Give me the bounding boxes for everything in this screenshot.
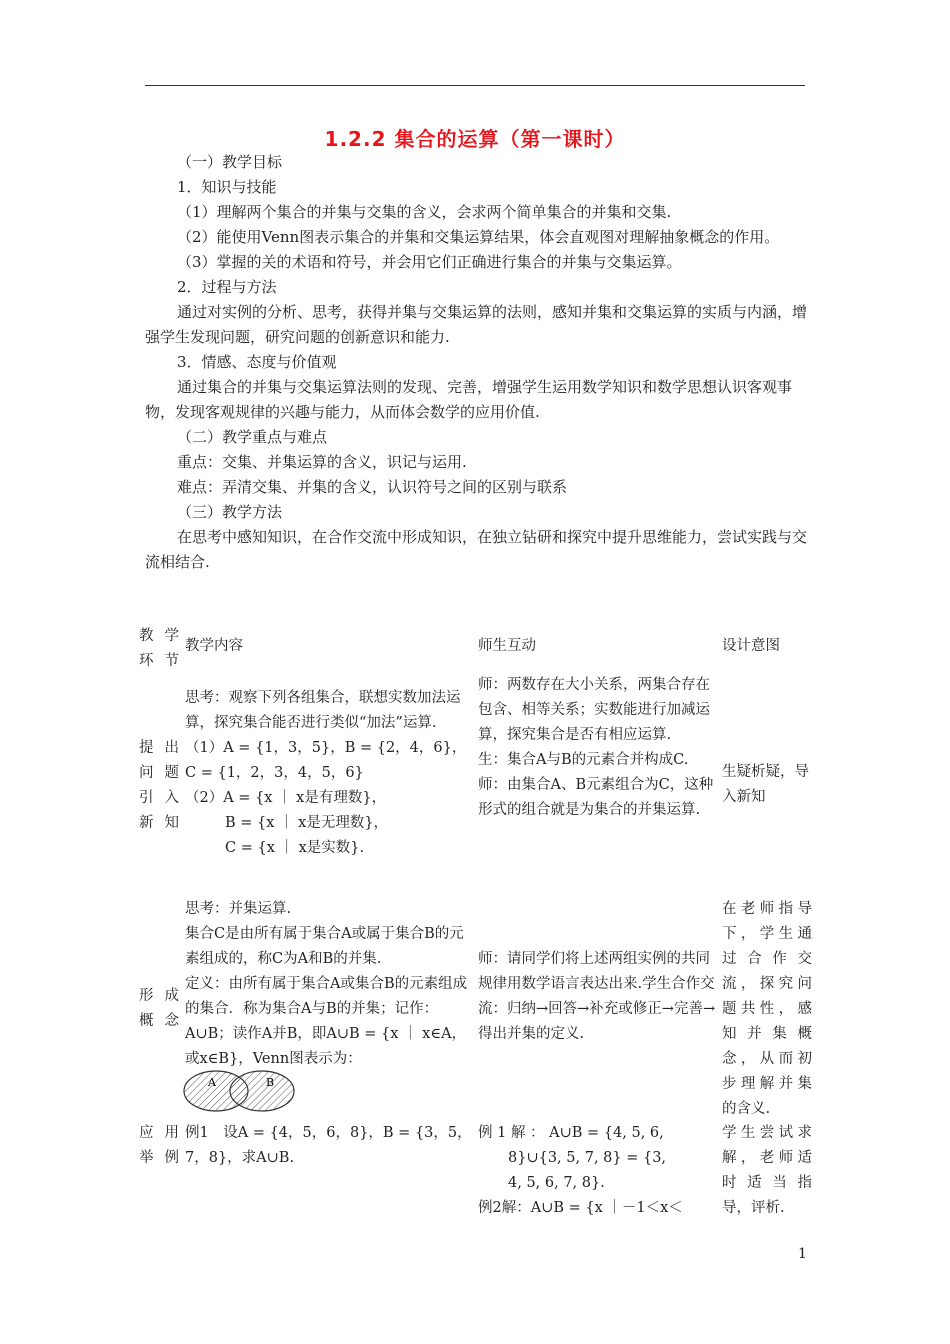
row2-content-think: 思考：并集运算. xyxy=(185,901,292,917)
row1-content-example2-a: （2）A = {x ｜ x是有理数}， xyxy=(185,790,387,806)
row2-intent-line: 流，探究问 xyxy=(722,976,812,992)
row3-interaction-line: 8}∪{3, 5, 7, 8} = {3, xyxy=(508,1150,667,1166)
venn-label-b: B xyxy=(266,1076,275,1089)
row2-intent-line: 在老师指导 xyxy=(722,901,812,917)
row2-stage-line: 形成 xyxy=(139,988,179,1004)
row1-interaction-teacher1: 师：两数存在大小关系，两集合存在包含、相等关系；实数能进行加减运算，探究集合是否有相应运算. xyxy=(478,677,710,743)
row2-intent-line: 知 并 集 概 xyxy=(722,1026,812,1042)
header-stage-line1: 教 学 xyxy=(139,628,179,644)
row2-stage xyxy=(139,984,179,1034)
venn-label-a: A xyxy=(208,1076,216,1089)
row2-interaction: 师：请同学们将上述两组实例的共同规律用数学语言表达出来.学生合作交流：归纳→回答→补充或修正→完善→得出并集的定义. xyxy=(478,951,716,1042)
row3-interaction-line: 4, 5, 6, 7, 8}. xyxy=(508,1175,605,1191)
row2-content-definition: 定义：由所有属于集合A或集合B的元素组成的集合．称为集合A与B的并集；记作：A∪B；读作A并B，即A∪B = {x ｜ x∈A，或x∈B}，Venn图表示为： xyxy=(185,976,468,1067)
lesson-objectives xyxy=(145,150,809,575)
header-stage xyxy=(139,624,179,674)
page-title: 1.2.2 集合的运算（第一课时） xyxy=(324,127,626,151)
header-interaction: 师生互动 xyxy=(478,638,536,654)
knowledge-item-2: （2）能使用Venn图表示集合的并集和交集运算结果，体会直观图对理解抽象概念的作用。 xyxy=(177,228,780,246)
row1-interaction-student: 生：集合A与B的元素合并构成C. xyxy=(478,752,689,768)
row1-intent: 生疑析疑，导入新知 xyxy=(722,764,809,805)
row3-content: 例1 设A = {4，5，6，8}，B = {3，5，7，8}，求A∪B. xyxy=(185,1125,472,1166)
row2-stage-line: 概念 xyxy=(139,1013,179,1029)
row1-content-example2-c: C = {x ｜ x是实数}. xyxy=(225,840,365,856)
row3-stage-line: 举例 xyxy=(139,1150,179,1166)
row1-stage-line: 问 题 xyxy=(139,765,179,781)
header-intent: 设计意图 xyxy=(722,638,780,654)
row3-intent-line: 导，评析. xyxy=(722,1200,785,1216)
row2-content xyxy=(185,897,472,1072)
row3-intent-line: 时 适 当 指 xyxy=(722,1175,812,1191)
row1-stage-line: 提 出 xyxy=(139,740,179,756)
row1-stage-line: 引 入 xyxy=(139,790,179,806)
key-point: 重点：交集、并集运算的含义，识记与运用. xyxy=(177,453,467,471)
header-content: 教学内容 xyxy=(185,638,243,654)
row2-intent-line: 念，从而初 xyxy=(722,1051,812,1067)
venn-set-b xyxy=(230,1071,294,1111)
row1-content-think: 思考：观察下列各组集合，联想实数加法运算，探究集合能否进行类似“加法”运算. xyxy=(185,690,461,731)
row2-intent-line: 下，学生通 xyxy=(722,926,812,942)
method-heading: （三）教学方法 xyxy=(177,503,283,521)
method-text: 在思考中感知知识，在合作交流中形成知识，在独立钻研和探究中提升思维能力，尝试实践与交流相结合. xyxy=(145,528,808,571)
knowledge-item-1: （1）理解两个集合的并集与交集的含义，会求两个简单集合的并集和交集. xyxy=(177,203,672,221)
row1-stage xyxy=(139,736,179,836)
key-heading: （二）教学重点与难点 xyxy=(177,428,328,446)
row3-interaction-line: 例2解：A∪B = {x ｜－1＜x＜ xyxy=(478,1200,683,1216)
row2-intent-line: 步理解并集 xyxy=(722,1076,812,1092)
row3-stage-line: 应 用 xyxy=(139,1125,179,1141)
row3-intent-line: 学生尝试求 xyxy=(722,1125,812,1141)
objectives-heading: （一）教学目标 xyxy=(177,153,283,171)
row1-interaction xyxy=(478,673,718,823)
venn-diagram xyxy=(180,1068,300,1114)
difficulty: 难点：弄清交集、并集的含义，认识符号之间的区别与联系 xyxy=(177,478,568,496)
row2-intent-line: 的含义. xyxy=(722,1101,771,1117)
row1-content-example2-b: B = {x ｜ x是无理数}， xyxy=(225,815,389,831)
row2-intent xyxy=(722,897,812,1122)
row3-stage xyxy=(139,1121,179,1171)
process-heading: 2．过程与方法 xyxy=(177,278,277,296)
process-text: 通过对实例的分析、思考，获得并集与交集运算的法则，感知并集和交集运算的实质与内涵，增强学生发现问题，研究问题的创新意识和能力. xyxy=(145,303,808,346)
row3-interaction xyxy=(478,1121,718,1221)
emotion-text: 通过集合的并集与交集运算法则的发现、完善，增强学生运用数学知识和数学思想认识客观事物，发现客观规律的兴趣与能力，从而体会数学的应用价值. xyxy=(145,378,793,421)
row1-stage-line: 新知 xyxy=(139,815,179,831)
row1-interaction-teacher2: 师：由集合A、B元素组合为C，这种形式的组合就是为集合的并集运算. xyxy=(478,777,714,818)
knowledge-item-3: （3）掌握的关的术语和符号，并会用它们正确进行集合的并集与交集运算。 xyxy=(177,253,682,271)
row2-content-description: 集合C是由所有属于集合A或属于集合B的元素组成的，称C为A和B的并集. xyxy=(185,926,464,967)
row2-intent-line: 题共性，感 xyxy=(722,1001,812,1017)
row3-intent-line: 解，老师适 xyxy=(722,1150,812,1166)
row3-interaction-line: 例 1 解 ： A∪B = {4, 5, 6, xyxy=(478,1125,664,1141)
row3-intent xyxy=(722,1121,812,1221)
row1-content xyxy=(185,686,472,861)
page-number: 1 xyxy=(798,1246,807,1262)
knowledge-heading: 1．知识与技能 xyxy=(177,178,277,196)
header-rule xyxy=(145,85,805,86)
row1-content-example1: （1）A = {1，3，5}，B = {2，4，6}，C = {1，2，3，4，5，6} xyxy=(185,740,467,781)
header-stage-line2: 环节 xyxy=(139,653,179,669)
row2-intent-line: 过 合 作 交 xyxy=(722,951,812,967)
emotion-heading: 3．情感、态度与价值观 xyxy=(177,353,337,371)
